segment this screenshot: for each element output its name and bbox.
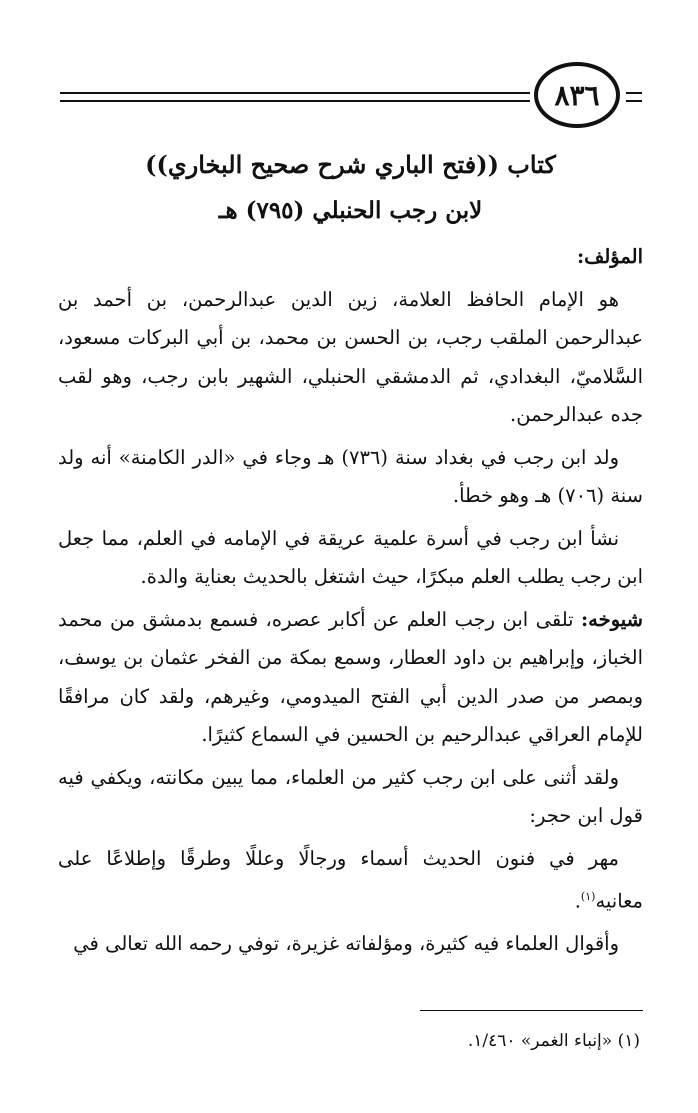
footnote-divider bbox=[420, 1010, 643, 1011]
header-rule-right-bottom bbox=[626, 100, 642, 102]
header-rule-bottom bbox=[60, 100, 530, 102]
quote-text: مهر في فنون الحديث أسماء ورجالًا وعللًا وطرقًا وإطلاعًا على معانيه bbox=[58, 846, 643, 913]
author-heading: المؤلف: bbox=[576, 245, 643, 268]
header-rule-right-top bbox=[626, 92, 642, 94]
teachers-text: تلقى ابن رجب العلم عن أكابر عصره، فسمع بدمشق من محمد الخباز، وإبراهيم بن داود العطار، وسمع بمكة من الفخر عثمان بن يوسف، وبمصر من صدر الدين أبي الفتح الميدومي، وغيرهم، ولقد كان مرافقًا للإمام العراقي عبدالرحيم بن الحسين في السماع كثيرًا. bbox=[58, 607, 643, 746]
paragraph-birth: ولد ابن رجب في بغداد سنة (٧٣٦) هـ وجاء في «الدر الكامنة» أنه ولد سنة (٧٠٦) هـ وهو خطأ. bbox=[58, 445, 643, 507]
paragraph-quote: مهر في فنون الحديث أسماء ورجالًا وعللًا وطرقًا وإطلاعًا على معانيه$^{(١)}$. bbox=[58, 846, 643, 913]
book-title: كتاب ((فتح الباري شرح صحيح البخاري)) bbox=[145, 150, 556, 179]
paragraph-sayings: وأقوال العلماء فيه كثيرة، ومؤلفاته غزيرة، توفي رحمه الله تعالى في bbox=[73, 932, 619, 955]
header-rule-top bbox=[60, 92, 530, 94]
teachers-heading: شيوخه: bbox=[580, 607, 643, 631]
paragraph-teachers bbox=[58, 601, 643, 755]
footnote: (١) «إنباء الغمر» ١/٤٦٠. bbox=[467, 1031, 640, 1051]
paragraph-praise: ولقد أثنى على ابن رجب كثير من العلماء، مما يبين مكانته، ويكفي فيه قول ابن حجر: bbox=[58, 765, 643, 827]
paragraph-author-bio: هو الإمام الحافظ العلامة، زين الدين عبدالرحمن، بن أحمد بن عبدالرحمن الملقب رجب، بن الحسن بن محمد، بن أبي البركات مسعود، السَّلاميّ، البغدادي، ثم الدمشقي الحنبلي، الشهير بابن رجب، وهو لقب جده عبدالرحمن. bbox=[58, 287, 643, 426]
paragraph-upbringing: نشأ ابن رجب في أسرة علمية عريقة في الإمامه في العلم، مما جعل ابن رجب يطلب العلم مبكرًا، حيث اشتغل بالحديث بعناية والدة. bbox=[58, 526, 643, 588]
page-body bbox=[58, 142, 643, 968]
page-number: ٨٣٦ bbox=[534, 62, 620, 128]
book-subtitle: لابن رجب الحنبلي (٧٩٥) هـ bbox=[218, 197, 483, 224]
page-header bbox=[60, 70, 638, 130]
footnote-marker: (١) bbox=[580, 890, 596, 903]
